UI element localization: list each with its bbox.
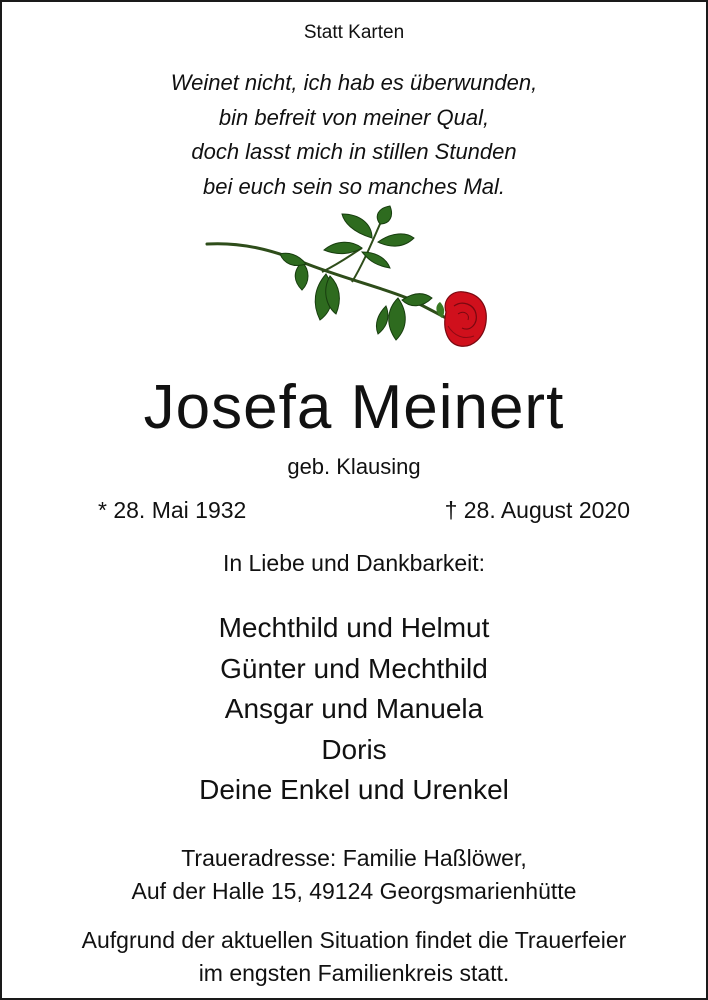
mourner-name: Doris [321, 733, 387, 765]
mourners-list [2, 608, 706, 811]
mourning-address [2, 842, 706, 908]
mourner-name: Deine Enkel und Urenkel [199, 774, 509, 805]
poem-line: Weinet nicht, ich hab es überwunden, [170, 70, 538, 95]
mourner-name: Günter und Mechthild [220, 652, 488, 684]
mourners-intro: In Liebe und Dankbarkeit: [222, 550, 486, 576]
maiden-name: geb. Klausing [287, 454, 421, 479]
poem-line: bin befreit von meiner Qual, [218, 104, 490, 130]
poem-line: bei euch sein so manches Mal. [202, 173, 506, 199]
death-date: † 28. August 2020 [444, 497, 630, 523]
poem [2, 66, 706, 204]
deceased-name: Josefa Meinert [143, 373, 565, 442]
mourner-name: Mechthild und Helmut [218, 612, 490, 643]
address-line: Traueradresse: Familie Haßlöwer, [181, 845, 527, 871]
ceremony-notice [2, 924, 706, 990]
notice-line: Aufgrund der aktuellen Situation findet die Trauerfeier [81, 927, 627, 953]
notice-line: im engsten Familienkreis statt. [198, 960, 510, 986]
mourner-name: Ansgar und Manuela [224, 693, 484, 724]
rose-icon [202, 202, 502, 357]
birth-date: * 28. Mai 1932 [98, 497, 247, 523]
address-line: Auf der Halle 15, 49124 Georgsmarienhütte [131, 878, 577, 904]
header-label: Statt Karten [303, 22, 405, 43]
poem-line: doch lasst mich in stillen Stunden [191, 139, 517, 164]
